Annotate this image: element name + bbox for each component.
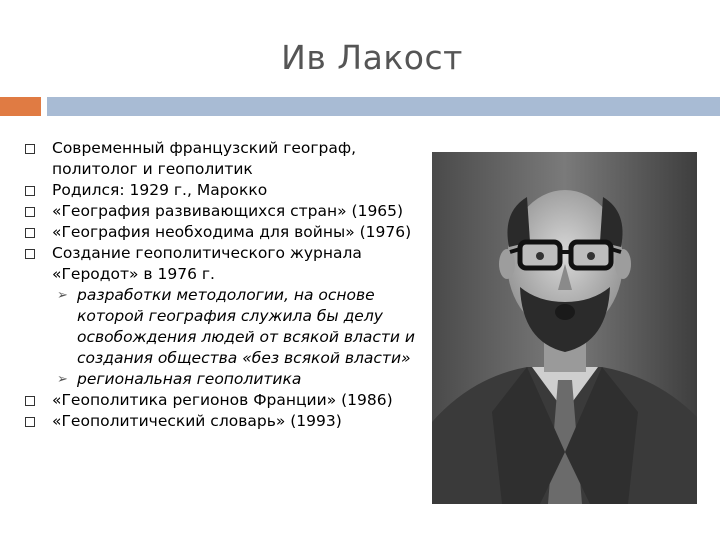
bullet-item bbox=[23, 243, 433, 390]
bullet-list bbox=[23, 138, 433, 432]
square-bullet-icon bbox=[25, 186, 35, 196]
bullet-text: Создание геополитического журнала «Геродот» в 1976 г. bbox=[52, 244, 362, 283]
square-bullet-icon bbox=[25, 417, 35, 427]
slide-title: Ив Лакост bbox=[281, 38, 463, 77]
bullet-item bbox=[23, 222, 433, 243]
bullet-item bbox=[23, 411, 433, 432]
bullet-item bbox=[23, 180, 433, 201]
square-bullet-icon bbox=[25, 207, 35, 217]
accent-bar-orange bbox=[0, 97, 41, 116]
bullet-text: «Геополитика регионов Франции» (1986) bbox=[52, 391, 393, 409]
bullet-text: «География необходима для войны» (1976) bbox=[52, 223, 412, 241]
sub-bullet-text: региональная геополитика bbox=[77, 370, 302, 388]
square-bullet-icon bbox=[25, 249, 35, 259]
arrow-bullet-icon: ➢ bbox=[57, 372, 68, 387]
bullet-item bbox=[23, 390, 433, 411]
bullet-item bbox=[23, 138, 433, 180]
square-bullet-icon bbox=[25, 228, 35, 238]
accent-bar-blue bbox=[47, 97, 720, 116]
bullet-text: «География развивающихся стран» (1965) bbox=[52, 202, 404, 220]
sub-bullet-item bbox=[52, 285, 433, 369]
square-bullet-icon bbox=[25, 144, 35, 154]
bullet-item bbox=[23, 201, 433, 222]
sub-bullet-item bbox=[52, 369, 433, 390]
bullet-text: Современный французский географ, политолог и геополитик bbox=[52, 139, 357, 178]
sub-bullet-list bbox=[52, 285, 433, 390]
bullet-text: «Геополитический словарь» (1993) bbox=[52, 412, 342, 430]
bullet-text: Родился: 1929 г., Марокко bbox=[52, 181, 268, 199]
sub-bullet-text: разработки методологии, на основе которой география служила бы делу освобождения людей от всякой власти и создания общества «без всякой власти» bbox=[77, 286, 415, 367]
arrow-bullet-icon: ➢ bbox=[57, 288, 68, 303]
square-bullet-icon bbox=[25, 396, 35, 406]
portrait-photo bbox=[432, 152, 697, 504]
